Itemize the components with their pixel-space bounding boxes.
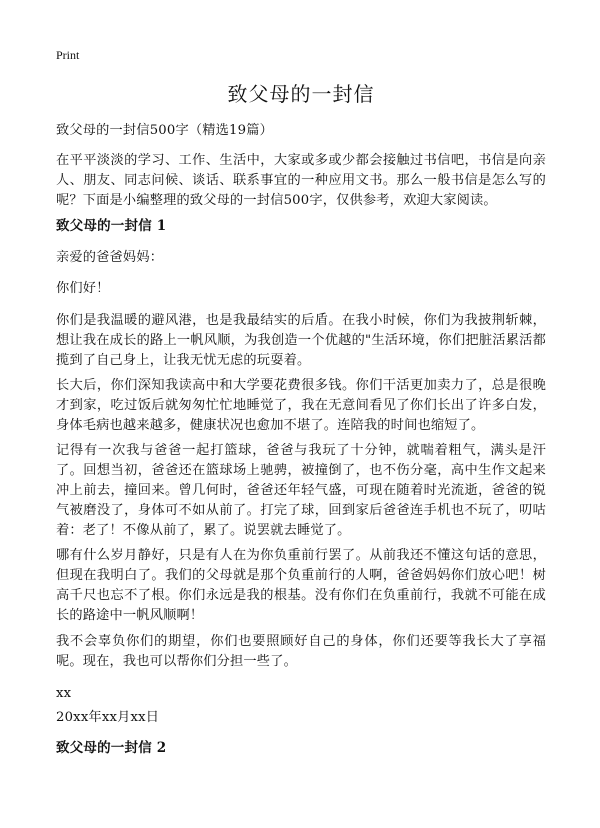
letter-1-paragraph: 记得有一次我与爸爸一起打篮球，爸爸与我玩了十分钟，就喘着粗气，满头是汗了。回想当初，爸爸还在篮球场上驰骋，被撞倒了，也不伤分毫，高中生作文起来冲上前去，撞回来。曾几何时，爸爸还年轻气盛，可现在随着时光流逝，爸爸的锐气被磨没了，身体可不如从前了。打完了球，回到家后爸爸连手机也不玩了，叨咕着：老了！不像从前了，累了。说罢就去睡觉了。 (56, 443, 546, 538)
letter-1-greeting: 你们好！ (56, 281, 110, 296)
letter-1-heading: 致父母的一封信 1 (56, 218, 167, 234)
letter-1-signature: xx (56, 686, 72, 701)
document-title: 致父母的一封信 (227, 82, 375, 106)
letter-1-paragraph: 哪有什么岁月静好，只是有人在为你负重前行罢了。从前我还不懂这句话的意思，但现在我明白了。我们的父母就是那个负重前行的人啊，爸爸妈妈你们放心吧！树高千尺也忘不了根。你们永远是我的根基。没有你们在负重前行，我就不可能在成长的路途中一帆风顺啊！ (56, 548, 546, 623)
letter-2-heading: 致父母的一封信 2 (56, 740, 167, 756)
intro-paragraph: 在平平淡淡的学习、工作、生活中，大家或多或少都会接触过书信吧，书信是向亲人、朋友、同志问候、谈话、联系事宜的一种应用文书。那么一般书信是怎么写的呢？下面是小编整理的致父母的一封信500字，仅供参考，欢迎大家阅读。 (56, 153, 546, 208)
print-link[interactable]: Print (56, 48, 80, 62)
letter-1-paragraph: 你们是我温暖的避风港，也是我最结实的后盾。在我小时候，你们为我披荆斩棘，想让我在成长的路上一帆风顺，为我创造一个优越的"生活环境，你们把脏活累活都揽到了自己身上，让我无忧无虑的玩耍着。 (56, 313, 546, 368)
letter-1-paragraph: 长大后，你们深知我读高中和大学要花费很多钱。你们干活更加卖力了，总是很晚才到家，吃过饭后就匆匆忙忙地睡觉了，我在无意间看见了你们长出了许多白发，身体毛病也越来越多，健康状况也愈加不堪了。连陪我的时间也缩短了。 (56, 378, 546, 433)
letter-1-paragraph: 我不会辜负你们的期望，你们也要照顾好自己的身体，你们还要等我长大了享福呢。现在，我也可以帮你们分担一些了。 (56, 634, 546, 669)
document-subtitle: 致父母的一封信500字（精选19篇） (56, 123, 273, 138)
letter-1-date: 20xx年xx月xx日 (56, 710, 160, 725)
letter-1-salutation: 亲爱的爸爸妈妈： (56, 250, 164, 265)
